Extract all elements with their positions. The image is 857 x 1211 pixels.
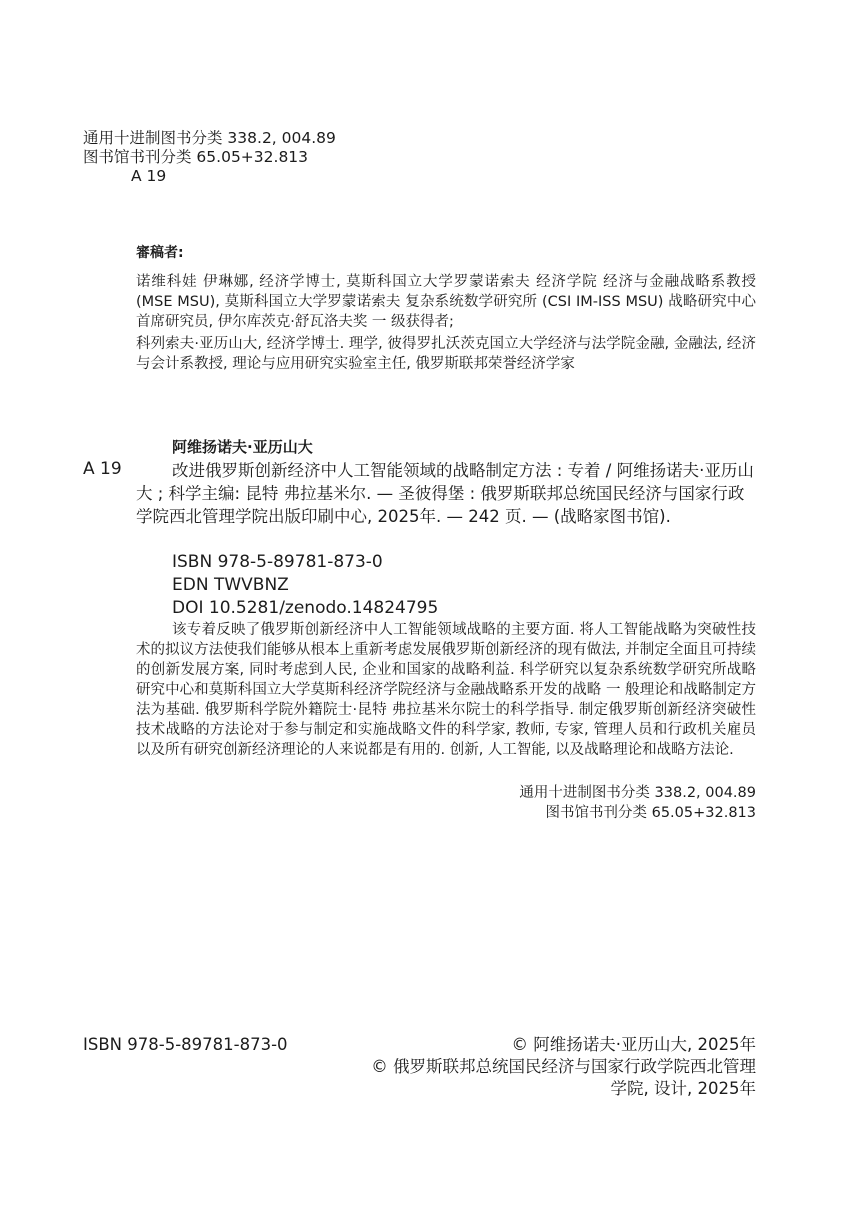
top-udc: 通用十进制图书分类 338.2, 004.89 bbox=[83, 129, 336, 147]
catalog-index: A 19 bbox=[83, 459, 122, 479]
catalog-doi: DOI 10.5281/zenodo.14824795 bbox=[172, 598, 439, 618]
reviewer-first: 诺维科娃 伊琳娜, 经济学博士, 莫斯科国立大学罗蒙诺索夫 经济学院 经济与金融战略系教授 (MSE MSU), 莫斯科国立大学罗蒙诺索夫 复杂系统数学研究所 (CSI IM-ISS MSU) 战略研究中心首席研究员, 伊尔库茨克·舒瓦洛夫奖 一 级获得者; bbox=[136, 274, 756, 330]
top-author-mark: A 19 bbox=[131, 167, 167, 185]
footer-isbn: ISBN 978-5-89781-873-0 bbox=[83, 1035, 288, 1054]
catalog-udc: 通用十进制图书分类 338.2, 004.89 bbox=[519, 785, 756, 801]
top-bbk: 图书馆书刊分类 65.05+32.813 bbox=[83, 148, 309, 166]
catalog-abstract: 该专着反映了俄罗斯创新经济中人工智能领域战略的主要方面. 将人工智能战略为突破性技术的拟议方法使我们能够从根本上重新考虑发展俄罗斯创新经济的现有做法, 并制定全面且可持续的创新发展方案, 同时考虑到人民, 企业和国家的战略利益. 科学研究以复杂系统数学研究所战略研究中心和莫斯科国立大学莫斯科经济学院经济与金融战略系开发的战略 一 般理论和战略制定方法为基础. 俄罗斯科学院外籍院士·昆特 弗拉基米尔院士的科学指导. 制定俄罗斯创新经济突破性技术战略的方法论对于参与制定和实施战略文件的科学家, 教师, 专家, 管理人员和行政机关雇员以及所有研究创新经济理论的人来说都是有用的. 创新, 人工智能, 以及战略理论和战略方法论. bbox=[136, 622, 756, 758]
catalog-edn: EDN TWVBNZ bbox=[172, 575, 289, 595]
copyright-publisher: © 俄罗斯联邦总统国民经济与国家行政学院西北管理学院, 设计, 2025年 bbox=[371, 1057, 756, 1098]
catalog-description-block bbox=[136, 459, 756, 528]
catalog-author: 阿维扬诺夫·亚历山大 bbox=[172, 438, 313, 456]
reviewer-second: 科列索夫·亚历山大, 经济学博士. 理学, 彼得罗扎沃茨克国立大学经济与法学院金融, 金融法, 经济与会计系教授, 理论与应用研究实验室主任, 俄罗斯联邦荣誉经济学家 bbox=[136, 336, 756, 372]
copyright-author: © 阿维扬诺夫·亚历山大, 2025年 bbox=[511, 1035, 756, 1054]
copyright-block bbox=[356, 1034, 756, 1100]
catalog-isbn: ISBN 978-5-89781-873-0 bbox=[172, 552, 383, 572]
reviewers-heading: 審稿者: bbox=[136, 245, 184, 261]
catalog-description: 改进俄罗斯创新经济中人工智能领域的战略制定方法 : 专着 / 阿维扬诺夫·亚历山大 ; 科学主编: 昆特 弗拉基米尔. — 圣彼得堡 : 俄罗斯联邦总统国民经济与国家行政学院西北管理学院出版印刷中心, 2025年. — 242 页. — (战略家图书馆). bbox=[136, 461, 754, 526]
catalog-bbk: 图书馆书刊分类 65.05+32.813 bbox=[545, 805, 756, 821]
